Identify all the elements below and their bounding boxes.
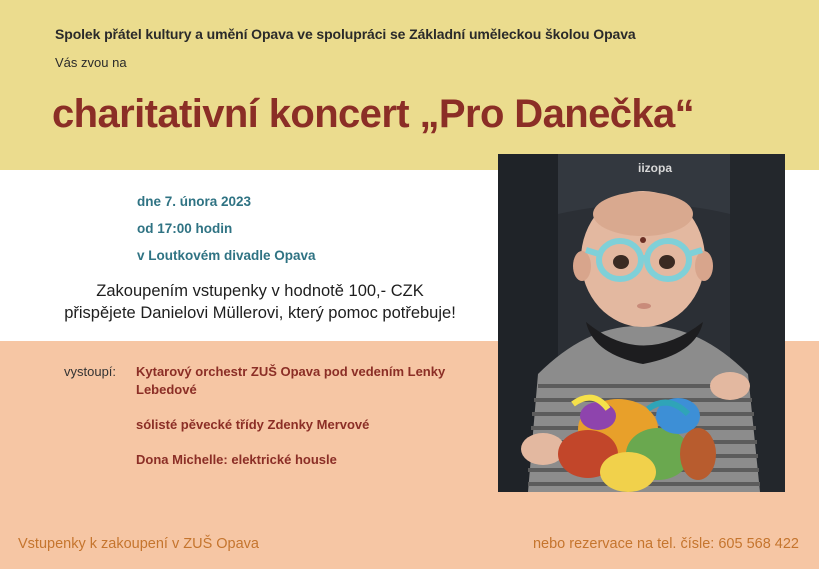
donation-message-line-2: přispějete Danielovi Müllerovi, který pomoc potřebuje! — [64, 304, 456, 322]
event-date: dne 7. února 2023 — [137, 194, 252, 209]
organizer-line: Spolek přátel kultury a umění Opava ve spolupráci se Základní uměleckou školou Opava — [55, 26, 636, 42]
performers-list — [136, 363, 466, 486]
event-venue: v Loutkovém divadle Opava — [137, 248, 316, 263]
donation-message-line-1: Zakoupením vstupenky v hodnotě 100,- CZK — [96, 282, 424, 300]
event-time: od 17:00 hodin — [137, 221, 233, 236]
performer-item: Kytarový orchestr ZUŠ Opava pod vedením Lenky Lebedové — [136, 364, 446, 397]
performers-label: vystoupí: — [64, 364, 117, 379]
donation-message — [20, 280, 500, 324]
reservation-phone: nebo rezervace na tel. čísle: 605 568 422 — [532, 536, 799, 552]
invite-line: Vás zvou na — [55, 55, 127, 70]
seat-brand-text: iizopa — [638, 161, 673, 175]
tickets-info: Vstupenky k zakoupení v ZUŠ Opava — [18, 536, 259, 552]
baby-photo — [498, 154, 785, 492]
concert-title: charitativní koncert „Pro Danečka“ — [52, 92, 695, 136]
event-details — [137, 188, 316, 269]
performer-item: Dona Michelle: elektrické housle — [136, 452, 337, 467]
performer-item: sólisté pěvecké třídy Zdenky Mervové — [136, 417, 370, 432]
